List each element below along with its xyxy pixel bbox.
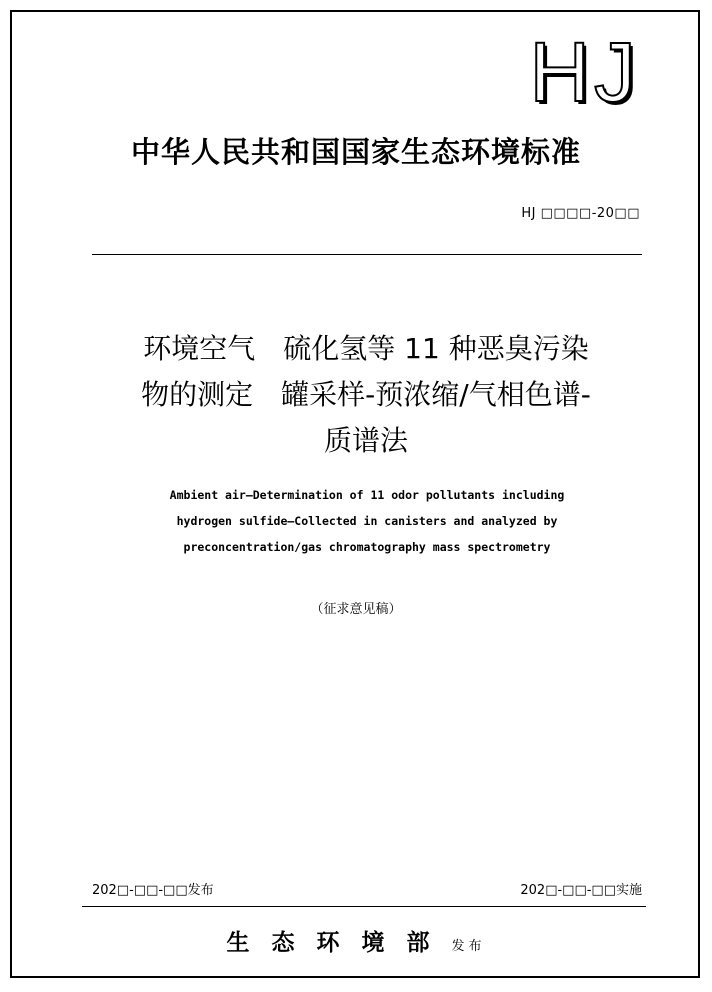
implement-date: 202□-□□-□□实施 xyxy=(520,883,642,898)
english-title xyxy=(84,482,650,560)
issuer-name: 生态环境部 xyxy=(226,929,452,956)
english-title-line: Ambient air—Determination of 11 odor pollutants including xyxy=(169,488,565,502)
english-title-line: hydrogen sulfide—Collected in canisters and analyzed by xyxy=(176,514,558,528)
chinese-title-line: 环境空气 硫化氢等 11 种恶臭污染 xyxy=(143,332,589,365)
bottom-divider xyxy=(82,906,646,907)
publish-date: 202□-□□-□□发布 xyxy=(92,883,214,898)
issuer-line xyxy=(0,924,712,957)
draft-note: （征求意见稿） xyxy=(310,602,402,617)
top-divider xyxy=(92,254,642,255)
standard-number: HJ □□□□-20□□ xyxy=(521,206,640,221)
standard-category-title: 中华人民共和国国家生态环境标准 xyxy=(130,135,581,169)
english-title-line: preconcentration/gas chromatography mass spectrometry xyxy=(183,540,551,554)
hj-logo: HJ xyxy=(529,25,640,119)
chinese-title xyxy=(80,326,652,464)
chinese-title-line: 物的测定 罐采样-预浓缩/气相色谱- xyxy=(141,378,591,411)
chinese-title-line: 质谱法 xyxy=(323,424,408,457)
issuer-suffix: 发布 xyxy=(451,939,486,954)
